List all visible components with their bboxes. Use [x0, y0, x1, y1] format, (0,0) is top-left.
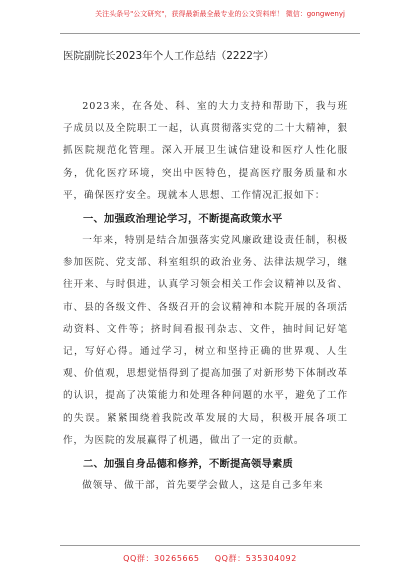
section-1-heading: 一、加强政治理论学习，不断提高政策水平 — [83, 213, 283, 226]
document-body — [63, 96, 348, 497]
footer-qq-group-1: QQ群：30265665 — [123, 554, 200, 563]
document-title: 医院副院长2023年个人工作总结（2222字） — [63, 50, 274, 62]
footer-divider — [60, 545, 360, 546]
section-2-paragraph: 做领导、做干部，首先要学会做人，这是自己多年来 — [82, 480, 324, 492]
top-divider — [60, 33, 360, 34]
footer — [60, 553, 360, 565]
footer-qq-group-2: QQ群：535304092 — [214, 554, 297, 563]
section-2-heading: 二、加强自身品德和修养，不断提高领导素质 — [83, 458, 293, 471]
banner-line-1: 关注头条号"公文研究"，获得最新最全最专业的公文资料库！ 微信：gongwenyj — [95, 10, 345, 18]
intro-paragraph: 2023来，在各处、科、室的大力支持和帮助下，我与班子成员以及全院职工一起，认真贯彻落实党的二十大精神，狠抓医院规范化管理。深入开展卫生诚信建设和医疗人性化服务，优化医疗环境，突出中医特色，提高医疗服务质量和水平，确保医疗安全。现就本人思想、工作情况汇报如下： — [63, 101, 348, 201]
top-banner — [60, 8, 380, 20]
section-1-paragraph: 一年来，特别是结合加强落实党风廉政建设责任制，积极参加医院、党支部、科室组织的政治业务、法律法规学习，继往开来、与时俱进，认真学习领会相关工作会议精神以及省、市、县的各级文件、各级召开的会议精神和本院开展的各项活动资料、文件等；挤时间看报刊杂志、文件，抽时间记好笔记，写好心得。通过学习，树立和坚持正确的世界观、人生观、价值观，思想觉悟得到了提高加强了对新形势下体制改革的认识，提高了决策能力和处理各种问题的水平，避免了工作的失误。紧紧围绕着我院改革发展的大局，积极开展各项工作，为医院的发展赢得了机遇，做出了一定的贡献。 — [63, 235, 348, 446]
